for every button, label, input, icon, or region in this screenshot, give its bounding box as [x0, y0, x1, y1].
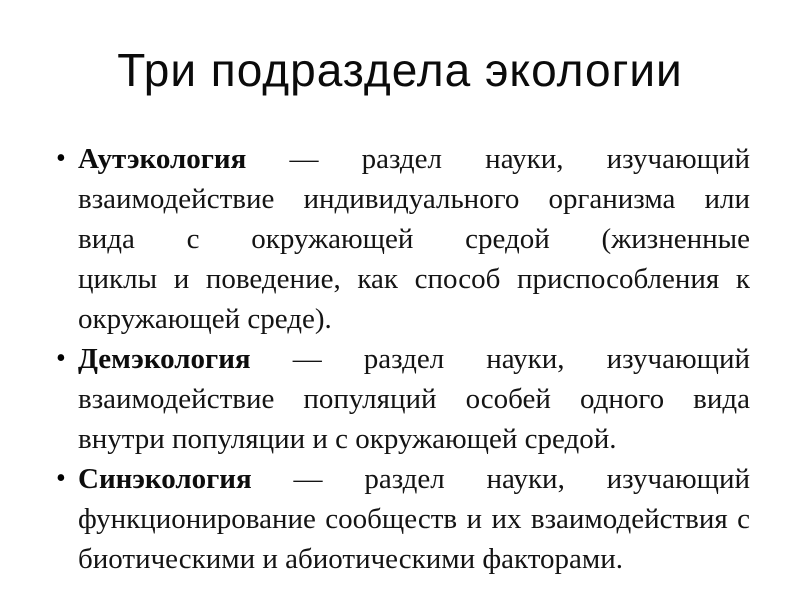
- body-line: циклы и поведение, как способ приспособления к: [78, 263, 750, 295]
- body-line: [78, 459, 750, 499]
- bullet-item: [56, 339, 750, 459]
- body-line: взаимодействие популяций особей одного вида: [78, 383, 750, 415]
- bullet-text: [78, 139, 750, 339]
- body-line: [78, 339, 750, 379]
- bullet-icon: •: [56, 463, 66, 494]
- bullet-icon: •: [56, 143, 66, 174]
- body-line: вида с окружающей средой (жизненные: [78, 223, 750, 255]
- bullet-list: [56, 139, 750, 579]
- bullet-icon: •: [56, 343, 66, 374]
- body-line-rest: — раздел науки, изучающий: [251, 463, 750, 495]
- slide-title: Три подраздела экологии: [117, 44, 683, 96]
- body-line: взаимодействие индивидуального организма или: [78, 183, 750, 215]
- body-line: [78, 139, 750, 179]
- body-line-rest: — раздел науки, изучающий: [246, 143, 750, 175]
- term-text: Аутэкология: [78, 143, 247, 175]
- body-line-rest: — раздел науки, изучающий: [250, 343, 750, 375]
- body-line: функционирование сообществ и их взаимодействия с: [78, 503, 750, 535]
- bullet-item: [56, 139, 750, 339]
- term-text: Синэкология: [78, 463, 252, 495]
- bullet-text: [78, 339, 750, 459]
- bullet-text: [78, 459, 750, 579]
- body-line: внутри популяции и с окружающей средой.: [78, 423, 617, 455]
- body-line: биотическими и абиотическими факторами.: [78, 543, 624, 575]
- term-text: Демэкология: [78, 343, 251, 375]
- bullet-item: [56, 459, 750, 579]
- body-line: окружающей среде).: [78, 303, 332, 335]
